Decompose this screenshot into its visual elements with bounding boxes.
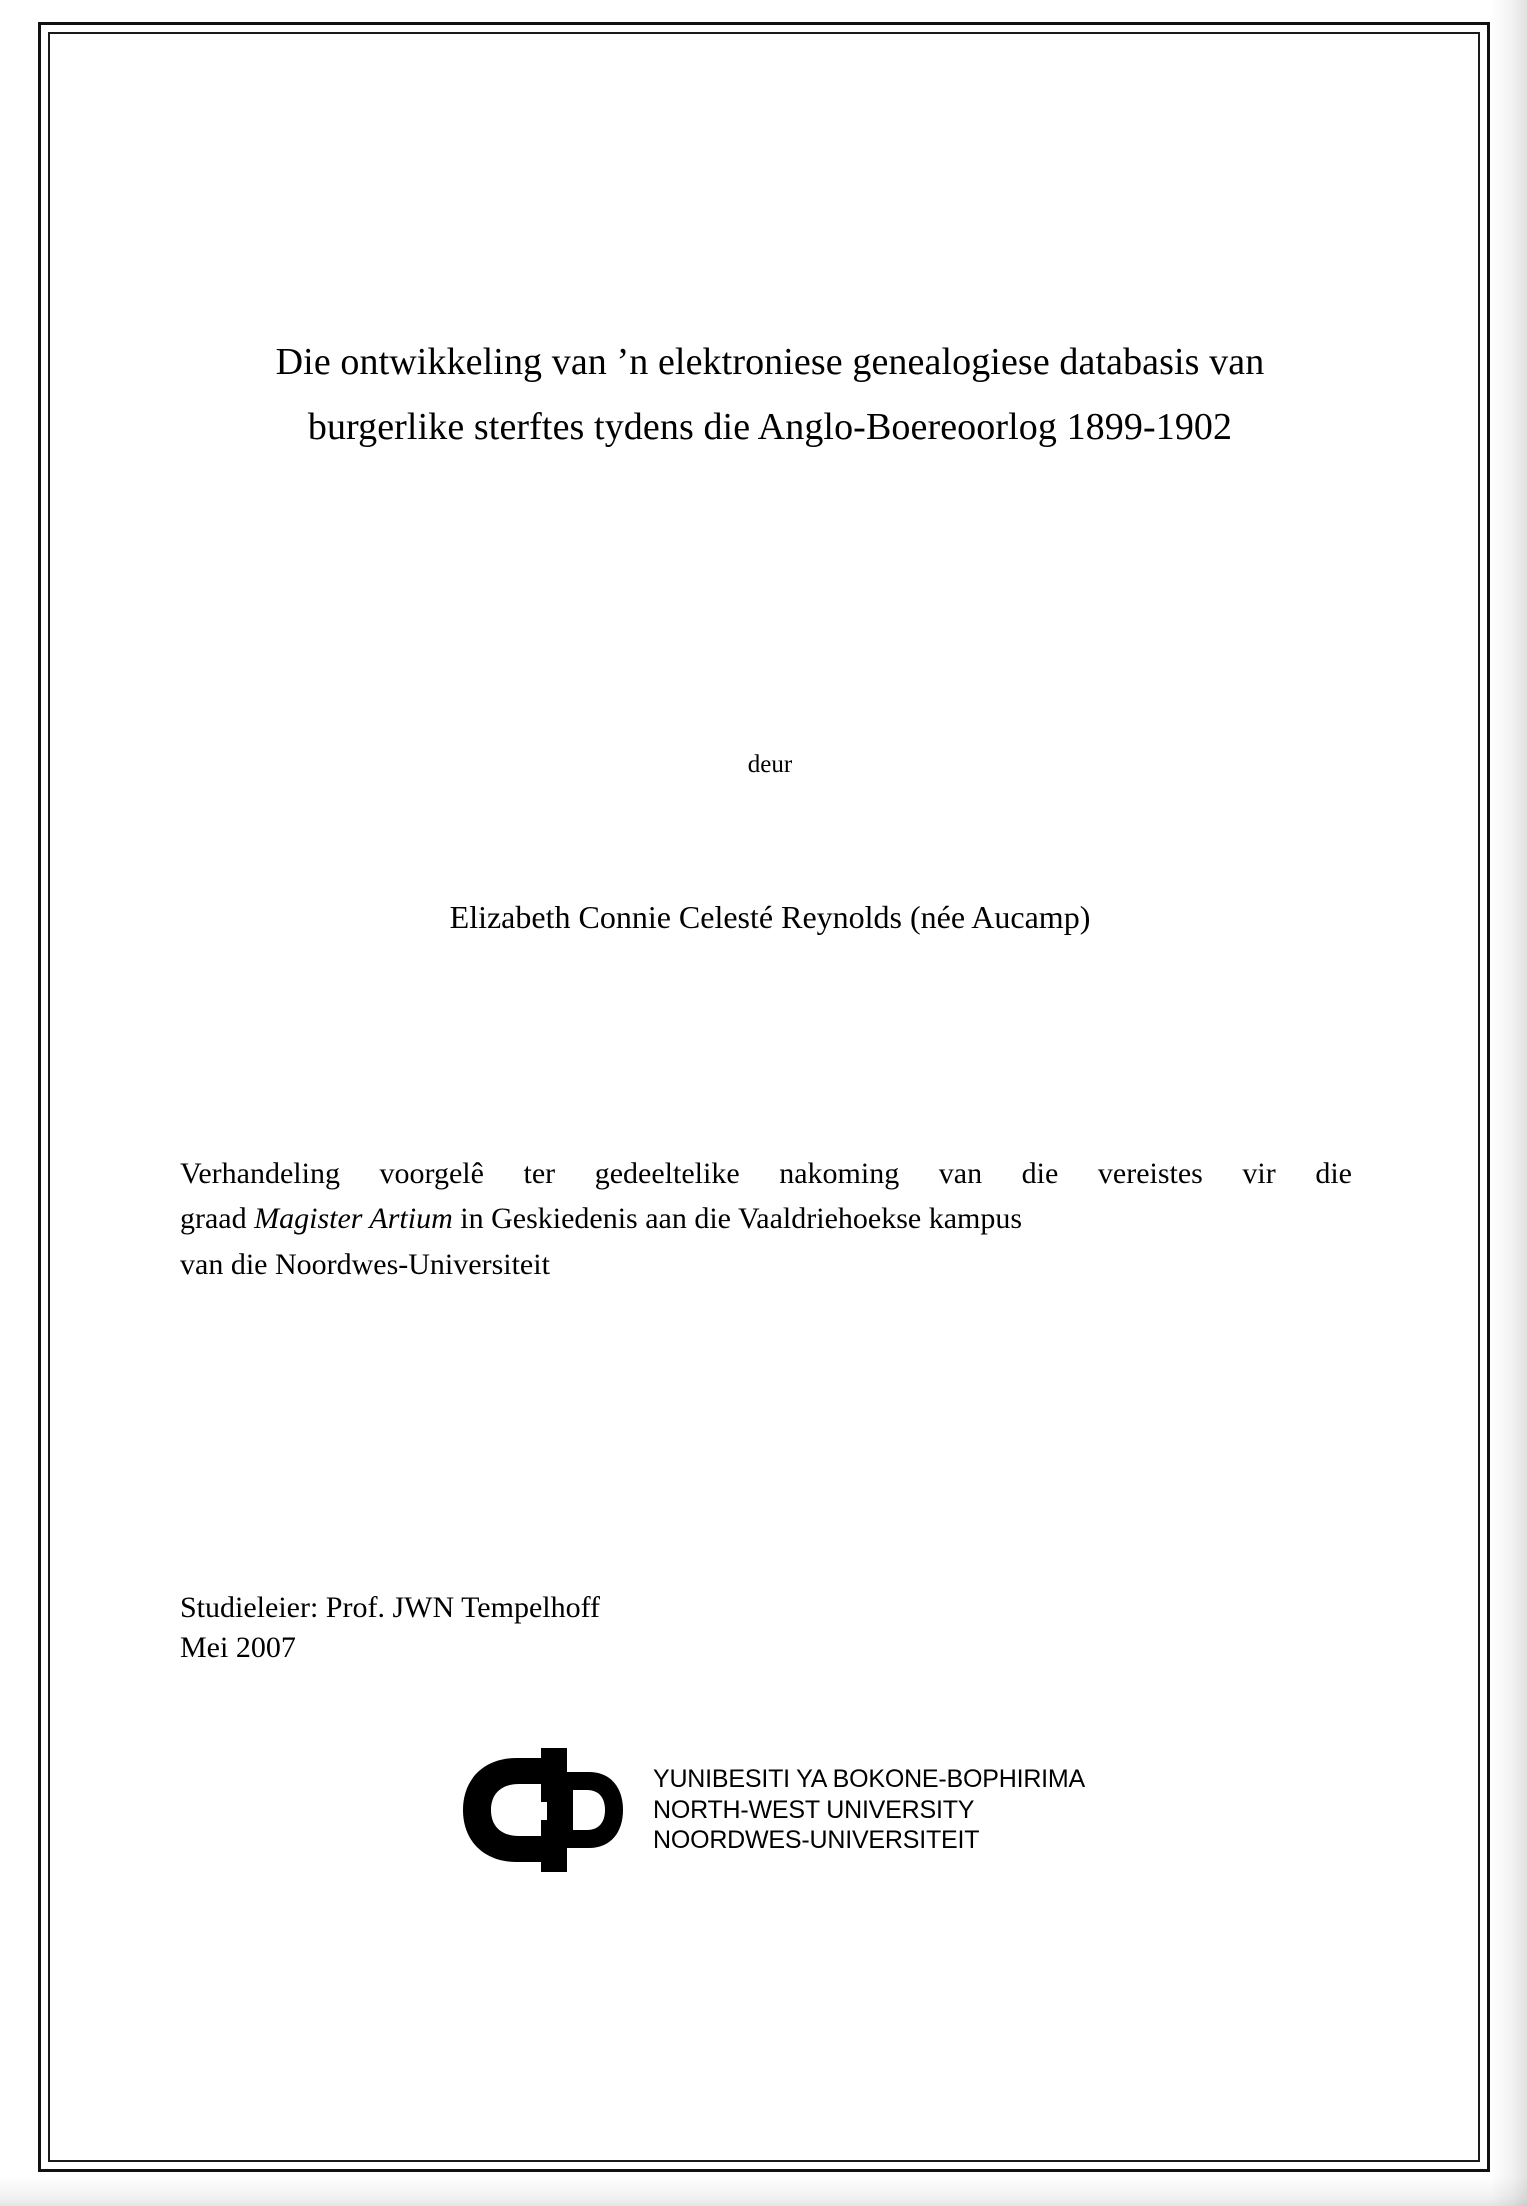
university-logo-text bbox=[653, 1764, 1085, 1856]
university-logo-block bbox=[180, 1746, 1360, 1874]
degree-statement-line-1: Verhandeling voorgelê ter gedeeltelike nakoming van die vereistes vir die bbox=[180, 1156, 1352, 1190]
logo-text-line-3: NOORDWES-UNIVERSITEIT bbox=[652, 1826, 980, 1855]
author-name: Elizabeth Connie Celesté Reynolds (née Aucamp) bbox=[449, 898, 1091, 935]
north-west-university-logo-icon bbox=[455, 1746, 641, 1874]
page-title-line-1: Die ontwikkeling van ’n elektroniese genealogiese databasis van bbox=[275, 341, 1265, 383]
degree-statement-line-3: van die Noordwes-Universiteit bbox=[180, 1247, 550, 1281]
by-word: deur bbox=[747, 750, 793, 778]
logo-text-line-1: YUNIBESITI YA BOKONE-BOPHIRIMA bbox=[652, 1765, 1086, 1794]
date-line: Mei 2007 bbox=[180, 1630, 296, 1664]
page-title-line-2: burgerlike sterftes tydens die Anglo-Boereoorlog 1899-1902 bbox=[307, 406, 1233, 449]
title-page-content bbox=[180, 330, 1360, 1874]
page-title bbox=[220, 330, 1320, 461]
logo-text-line-2: NORTH-WEST UNIVERSITY bbox=[652, 1795, 975, 1824]
degree-statement bbox=[180, 1151, 1360, 1288]
degree-name-italic: Magister Artium bbox=[254, 1202, 453, 1236]
supervisor-line: Studieleier: Prof. JWN Tempelhoff bbox=[180, 1590, 601, 1624]
scan-edge-shadow-bottom bbox=[0, 2176, 1527, 2206]
scan-edge-shadow-right bbox=[1491, 0, 1527, 2206]
degree-statement-line-2-suffix: in Geskiedenis aan die Vaaldriehoekse kampus bbox=[452, 1202, 1023, 1236]
degree-statement-line-2-prefix: graad bbox=[180, 1202, 255, 1236]
supervisor-and-date bbox=[180, 1588, 1360, 1668]
degree-statement-line-2 bbox=[180, 1196, 1352, 1242]
